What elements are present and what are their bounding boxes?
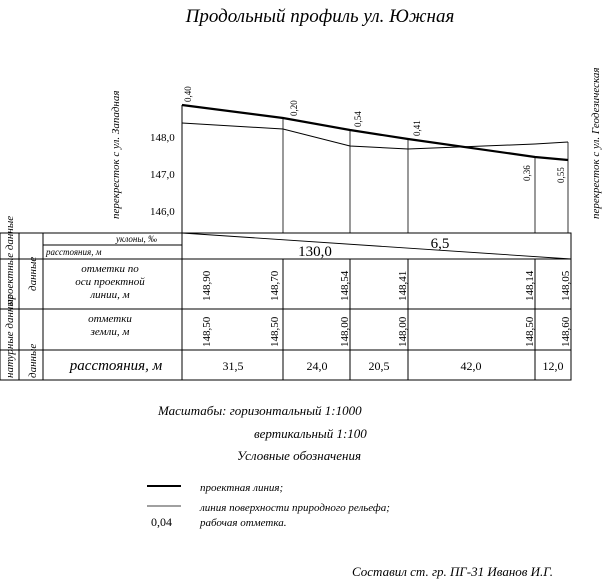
ground-marks bbox=[201, 316, 572, 347]
work-mark: 0,54 bbox=[353, 111, 363, 127]
work-mark: 0,55 bbox=[556, 167, 566, 183]
scale-horizontal: Масштабы: горизонтальный 1:1000 bbox=[158, 403, 362, 418]
legend-work-mark-sample: 0,04 bbox=[151, 515, 172, 529]
project-mark: 148,41 bbox=[397, 270, 409, 301]
scale-vertical: вертикальный 1:100 bbox=[254, 426, 367, 441]
ground-mark: 148,50 bbox=[201, 316, 213, 347]
y-axis bbox=[150, 105, 182, 233]
group-project-label: проектные данные bbox=[4, 215, 16, 305]
left-street-label: перекресток с ул. Западная bbox=[110, 90, 122, 219]
page-title: Продольный профиль ул. Южная bbox=[185, 6, 455, 27]
distance-cell: 24,0 bbox=[306, 359, 328, 373]
ground-row-label-2: земли, м bbox=[90, 326, 130, 338]
work-mark: 0,36 bbox=[522, 165, 532, 181]
ground-row-label-1: отметки bbox=[88, 313, 132, 325]
project-sub-label: данные bbox=[27, 256, 39, 291]
y-tick: 148,0 bbox=[150, 132, 175, 144]
distances bbox=[223, 359, 564, 373]
work-mark: 0,41 bbox=[412, 120, 422, 136]
ground-mark: 148,50 bbox=[269, 316, 281, 347]
distance-cell: 42,0 bbox=[460, 359, 482, 373]
legend-work-mark-text: рабочая отметка. bbox=[200, 517, 287, 529]
y-tick: 146,0 bbox=[150, 206, 175, 218]
ground-mark: 148,00 bbox=[397, 316, 409, 347]
slopes-label: уклоны, ‰ bbox=[116, 234, 157, 244]
ground-mark: 148,00 bbox=[339, 316, 351, 347]
project-row-label-1: отметки по bbox=[81, 263, 139, 275]
project-row-label-3: линии, м bbox=[90, 289, 130, 301]
legend-ground-line-text: линия поверхности природного рельефа; bbox=[200, 502, 390, 514]
distances-label: расстояния, м bbox=[46, 247, 102, 257]
project-mark: 148,14 bbox=[524, 270, 536, 301]
distance-cell: 31,5 bbox=[222, 359, 244, 373]
project-marks bbox=[201, 270, 572, 301]
slope-distance: 130,0 bbox=[298, 244, 332, 260]
distance-row-label: расстояния, м bbox=[69, 358, 163, 374]
project-row-label-2: оси проектной bbox=[75, 276, 145, 288]
project-line bbox=[182, 105, 568, 160]
right-street-label: перекресток с ул. Геодезическая bbox=[590, 67, 602, 219]
slope-value: 6,5 bbox=[430, 236, 450, 252]
distance-cell: 12,0 bbox=[542, 359, 564, 373]
legend-title: Условные обозначения bbox=[237, 448, 361, 463]
project-mark: 148,54 bbox=[339, 270, 351, 301]
project-mark: 148,05 bbox=[560, 270, 572, 301]
work-mark: 0,40 bbox=[183, 86, 193, 102]
ground-mark: 148,60 bbox=[560, 316, 572, 347]
group-natural-label: натурные данные bbox=[4, 294, 16, 378]
y-tick: 147,0 bbox=[150, 169, 175, 181]
ground-line bbox=[182, 123, 568, 149]
project-mark: 148,90 bbox=[201, 270, 213, 301]
work-mark: 0,20 bbox=[289, 100, 299, 116]
author-line: Составил ст. гр. ПГ-31 Иванов И.Г. bbox=[352, 564, 553, 579]
distance-cell: 20,5 bbox=[368, 359, 390, 373]
ground-mark: 148,50 bbox=[524, 316, 536, 347]
legend-project-line-text: проектная линия; bbox=[200, 482, 284, 494]
project-mark: 148,70 bbox=[269, 270, 281, 301]
natural-sub-label: данные bbox=[27, 343, 39, 378]
